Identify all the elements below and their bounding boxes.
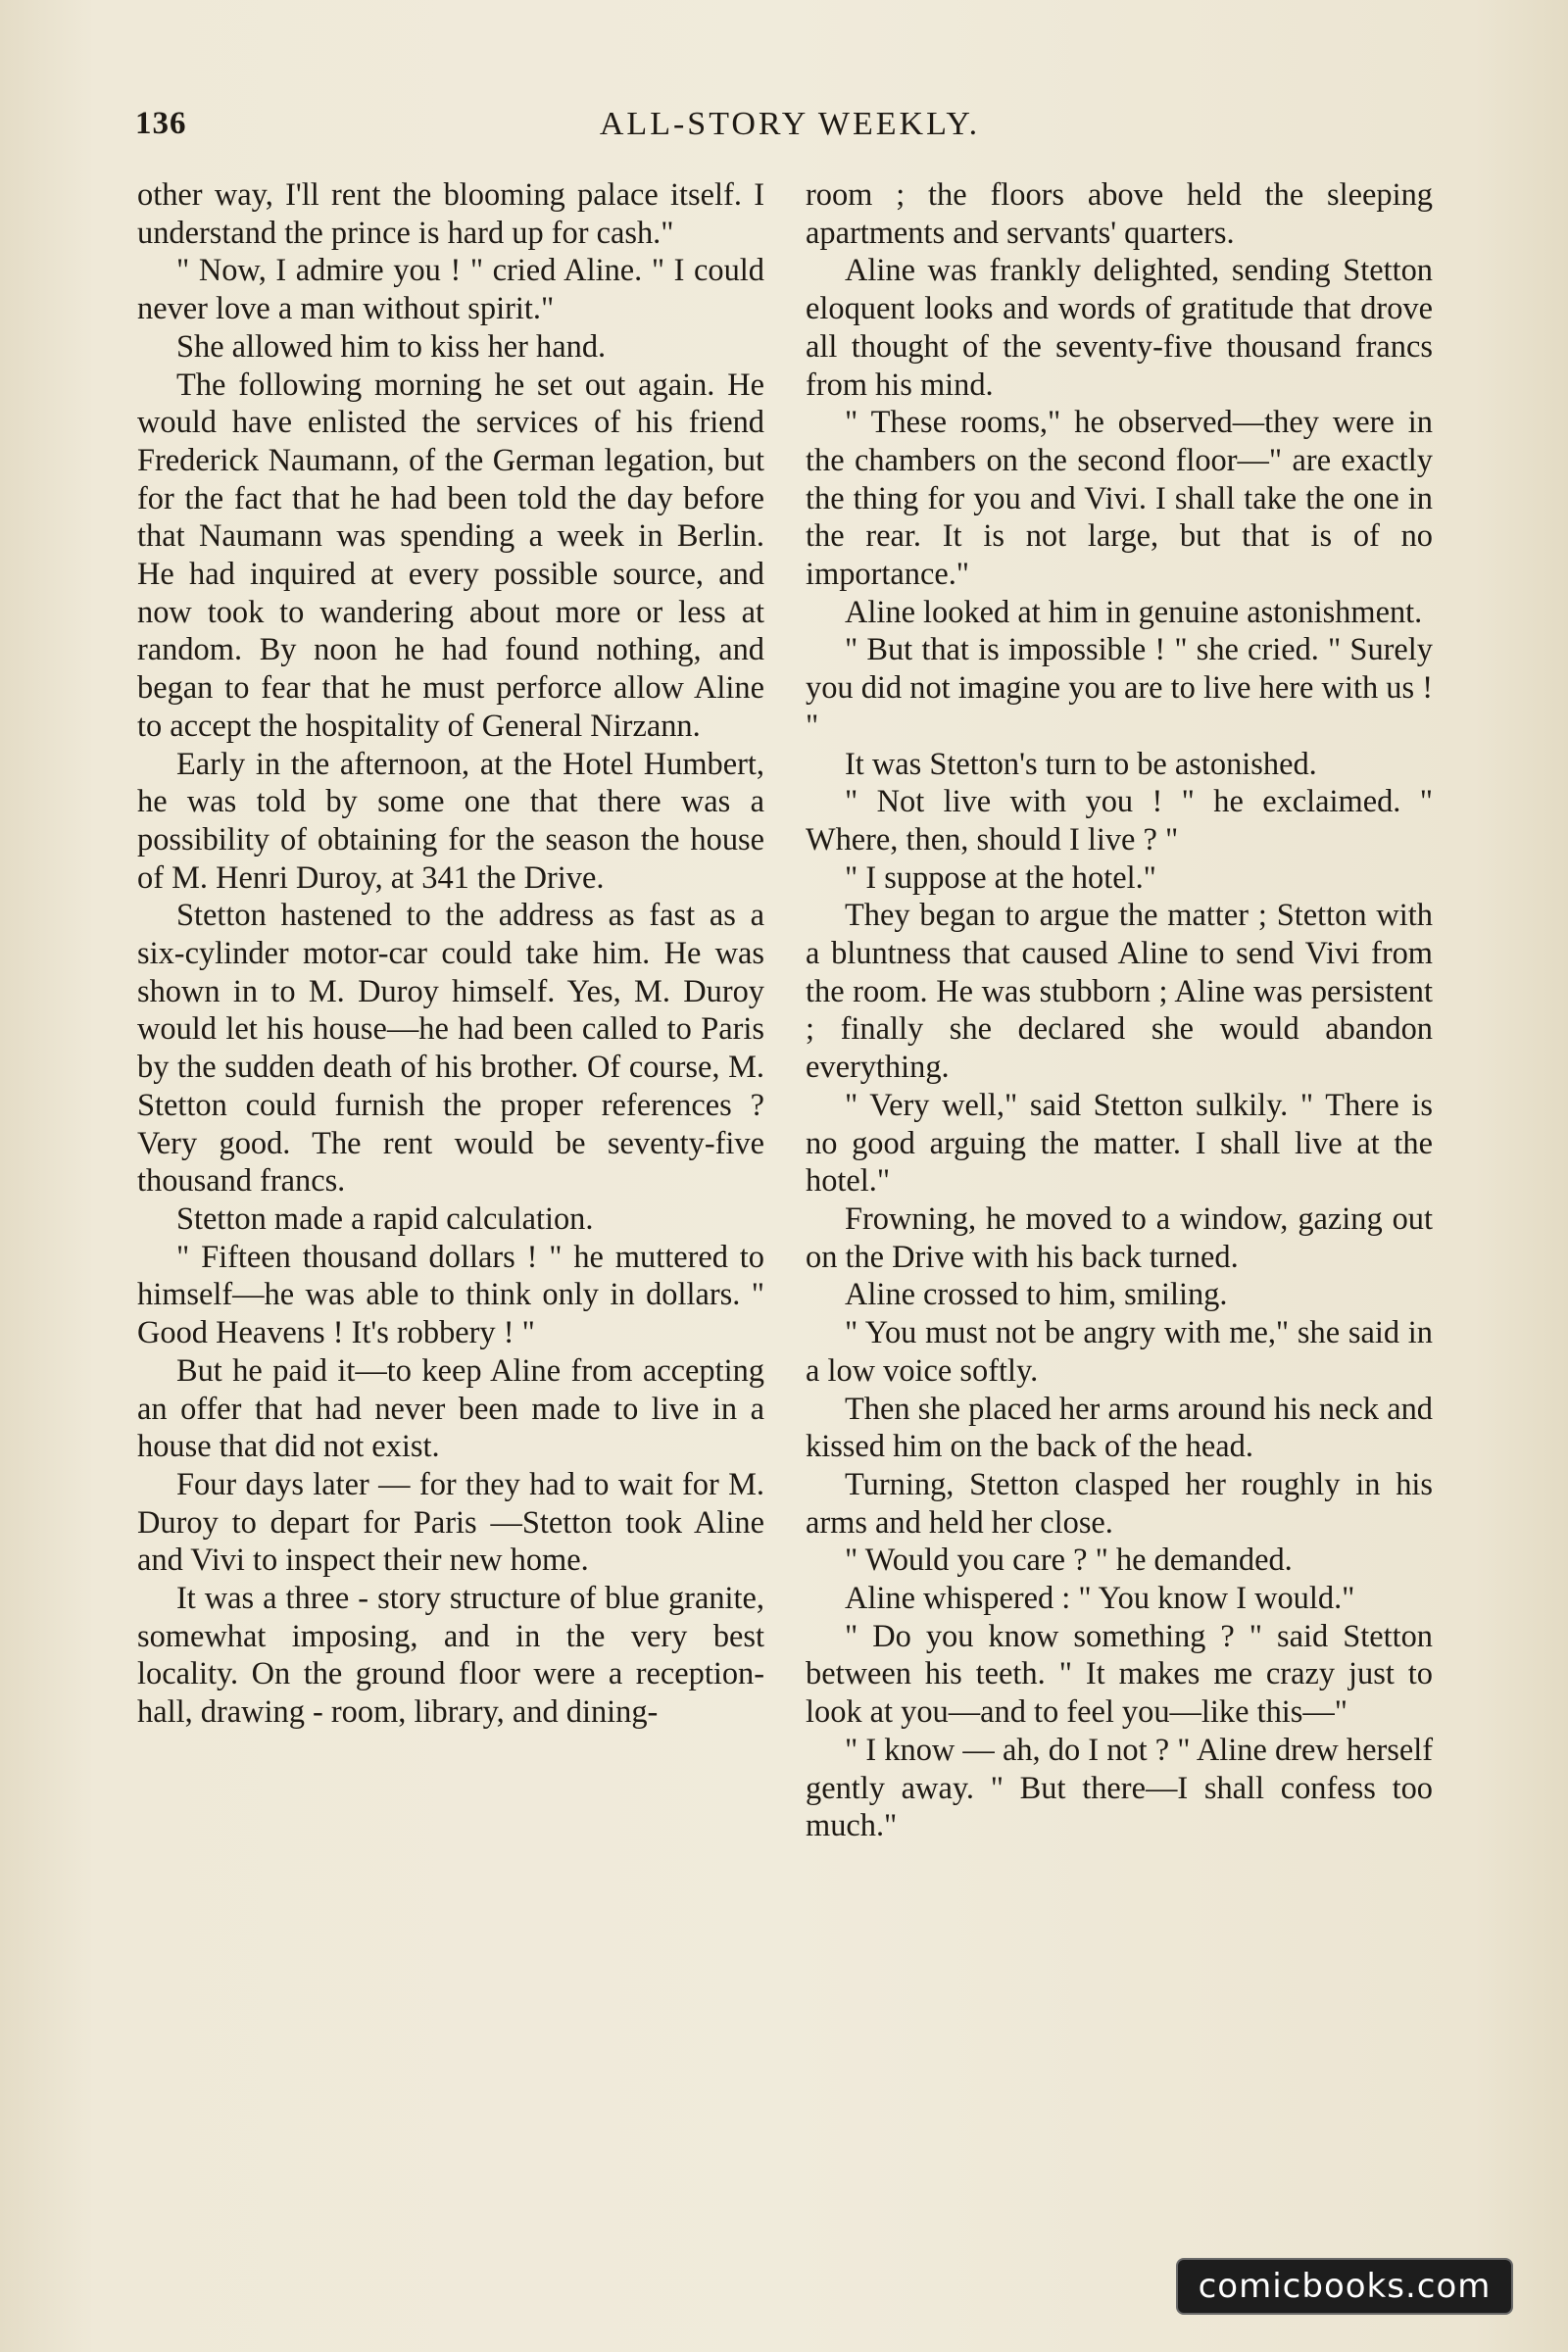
paragraph: Aline looked at him in genuine astonishment.: [845, 594, 1423, 630]
paragraph: Turning, Stetton clasped her roughly in his arms and held her close.: [806, 1466, 1433, 1541]
paragraph: It was a three - story structure of blue granite, somewhat imposing, and in the very best locality. On the ground floor were a reception-hall, drawing - room, library, and dining-: [137, 1581, 764, 1731]
page-number: 136: [135, 106, 187, 141]
paragraph: " I know — ah, do I not ? " Aline drew herself gently away. " But there—I shall confess too much.": [806, 1732, 1433, 1844]
left-column: [137, 176, 764, 1732]
paragraph: " Not live with you ! " he exclaimed. " Where, then, should I live ? ": [806, 784, 1433, 858]
paragraph: Then she placed her arms around his neck and kissed him on the back of the head.: [806, 1391, 1433, 1465]
paragraph: " Would you care ? " he demanded.: [845, 1543, 1293, 1579]
paragraph: room ; the floors above held the sleeping apartments and servants' quarters.: [806, 177, 1433, 251]
paragraph: Stetton hastened to the address as fast as a six-cylinder motor-car could take him. He was shown in to M. Duroy himself. Yes, M. Duroy would let his house—he had been called to Paris by the sudden death of his brother. Of course, M. Stetton could furnish the proper references ? Very good. The rent would be seventy-five thousand francs.: [137, 898, 764, 1200]
paragraph: " I suppose at the hotel.": [845, 859, 1156, 896]
paragraph: " These rooms," he observed—they were in the chambers on the second floor—" are exactly the thing for you and Vivi. I shall take the one in the rear. It is not large, but that is of no importance.": [806, 405, 1433, 593]
paragraph: They began to argue the matter ; Stetton with a bluntness that caused Aline to send Vivi from the room. He was stubborn ; Aline was persistent ; finally she declared she would abandon everything.: [806, 898, 1433, 1086]
paragraph: " Do you know something ? " said Stetton between his teeth. " It makes me crazy just to look at you—and to feel you—like this—": [806, 1618, 1433, 1731]
paragraph: " Very well," said Stetton sulkily. " There is no good arguing the matter. I shall live at the hotel.": [806, 1087, 1433, 1200]
paragraph: " But that is impossible ! " she cried. " Surely you did not imagine you are to live here with us ! ": [806, 632, 1433, 744]
paragraph: other way, I'll rent the blooming palace itself. I understand the prince is hard up for cash.": [137, 177, 764, 251]
running-head: ALL-STORY WEEKLY.: [599, 106, 981, 142]
paragraph: It was Stetton's turn to be astonished.: [845, 746, 1317, 782]
paragraph: Aline was frankly delighted, sending Stetton eloquent looks and words of gratitude that drove all thought of the seventy-five thousand francs from his mind.: [806, 253, 1433, 403]
paragraph: " You must not be angry with me," she said in a low voice softly.: [806, 1315, 1433, 1389]
paragraph: Four days later — for they had to wait for M. Duroy to depart for Paris —Stetton took Aline and Vivi to inspect their new home.: [137, 1466, 764, 1579]
paragraph: " Fifteen thousand dollars ! " he muttered to himself—he was able to think only in dollars. " Good Heavens ! It's robbery ! ": [137, 1239, 764, 1351]
watermark-logo: comicbooks.com: [1176, 2258, 1513, 2315]
paragraph: Stetton made a rapid calculation.: [176, 1200, 594, 1237]
paragraph: Frowning, he moved to a window, gazing out on the Drive with his back turned.: [806, 1200, 1433, 1275]
paragraph: She allowed him to kiss her hand.: [176, 328, 607, 365]
paragraph: Aline whispered : " You know I would.": [845, 1581, 1355, 1617]
right-column: [806, 176, 1433, 1845]
paragraph: " Now, I admire you ! " cried Aline. " I could never love a man without spirit.": [137, 253, 764, 327]
paragraph: Aline crossed to him, smiling.: [845, 1277, 1228, 1313]
paragraph: But he paid it—to keep Aline from accepting an offer that had never been made to live in a house that did not exist.: [137, 1352, 764, 1465]
page-header: [135, 106, 1445, 155]
paragraph: Early in the afternoon, at the Hotel Humbert, he was told by some one that there was a possibility of obtaining for the season the house of M. Henri Duroy, at 341 the Drive.: [137, 746, 764, 896]
paragraph: The following morning he set out again. He would have enlisted the services of his friend Frederick Naumann, of the German legation, but for the fact that he had been told the day before that Naumann was spending a week in Berlin. He had inquired at every possible source, and now took to wandering about more or less at random. By noon he had found nothing, and began to fear that he must perforce allow Aline to accept the hospitality of General Nirzann.: [137, 367, 764, 744]
